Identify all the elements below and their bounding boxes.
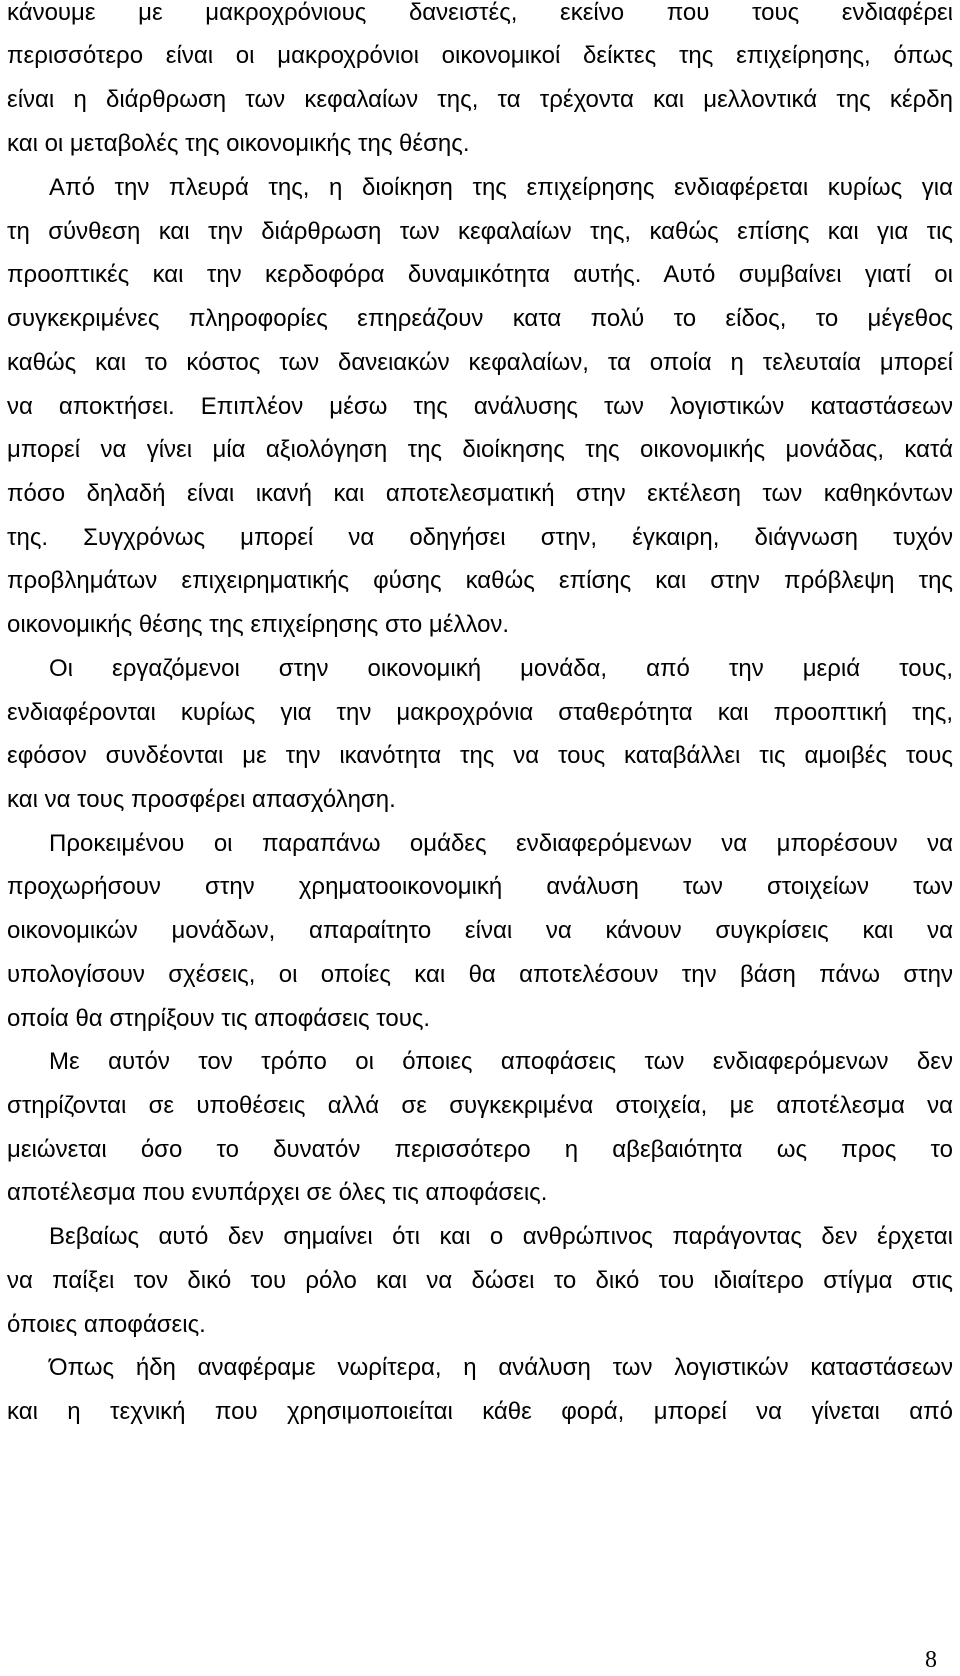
body-text-line: και η τεχνική που χρησιμοποιείται κάθε φορά, μπορεί να γίνεται από [7, 1398, 953, 1425]
body-text-line: να παίξει τον δικό του ρόλο και να δώσει το δικό του ιδιαίτερο στίγμα στις [7, 1267, 953, 1294]
body-text-line: προοπτικές και την κερδοφόρα δυναμικότητα αυτής. Αυτό συμβαίνει γιατί οι [7, 261, 953, 288]
body-text-line: υπολογίσουν σχέσεις, οι οποίες και θα αποτελέσουν την βάση πάνω στην [7, 961, 953, 988]
body-text-line: είναι η διάρθρωση των κεφαλαίων της, τα τρέχοντα και μελλοντικά της κέρδη [7, 86, 953, 113]
body-text-line: μειώνεται όσο το δυνατόν περισσότερο η αβεβαιότητα ως προς το [7, 1136, 953, 1163]
paragraph-first-line: Προκειμένου οι παραπάνω ομάδες ενδιαφερόμενων να μπορέσουν να [49, 830, 953, 857]
body-text-line: εφόσον συνδέονται με την ικανότητα της να τους καταβάλλει τις αμοιβές τους [7, 742, 953, 769]
body-text-line: οικονομικής θέσης της επιχείρησης στο μέλλον. [7, 611, 510, 638]
page-number: 8 [925, 1647, 937, 1673]
body-text-line: οικονομικών μονάδων, απαραίτητο είναι να κάνουν συγκρίσεις και να [7, 917, 953, 944]
paragraph-first-line: Οι εργαζόμενοι στην οικονομική μονάδα, από την μεριά τους, [49, 655, 953, 682]
body-text-line: κάνουμε με μακροχρόνιους δανειστές, εκείνο που τους ενδιαφέρει [7, 0, 953, 26]
body-text-line: αποτέλεσμα που ενυπάρχει σε όλες τις αποφάσεις. [7, 1179, 548, 1206]
body-text-line: οποία θα στηρίξουν τις αποφάσεις τους. [7, 1005, 431, 1032]
body-text-line: προβλημάτων επιχειρηματικής φύσης καθώς επίσης και στην πρόβλεψη της [7, 567, 953, 594]
body-text-line: της. Συγχρόνως μπορεί να οδηγήσει στην, έγκαιρη, διάγνωση τυχόν [7, 524, 953, 551]
paragraph-first-line: Όπως ήδη αναφέραμε νωρίτερα, η ανάλυση των λογιστικών καταστάσεων [49, 1354, 953, 1381]
body-text-line: μπορεί να γίνει μία αξιολόγηση της διοίκησης της οικονομικής μονάδας, κατά [7, 436, 953, 463]
body-text-line: πόσο δηλαδή είναι ικανή και αποτελεσματική στην εκτέλεση των καθηκόντων [7, 480, 953, 507]
body-text-line: προχωρήσουν στην χρηματοοικονομική ανάλυση των στοιχείων των [7, 873, 953, 900]
body-text-line: και οι μεταβολές της οικονομικής της θέσης. [7, 130, 470, 157]
body-text-line: τη σύνθεση και την διάρθρωση των κεφαλαίων της, καθώς επίσης και για τις [7, 218, 953, 245]
body-text-line: καθώς και το κόστος των δανειακών κεφαλαίων, τα οποία η τελευταία μπορεί [7, 349, 953, 376]
body-text-line: στηρίζονται σε υποθέσεις αλλά σε συγκεκριμένα στοιχεία, με αποτέλεσμα να [7, 1092, 953, 1119]
paragraph-first-line: Από την πλευρά της, η διοίκηση της επιχείρησης ενδιαφέρεται κυρίως για [49, 174, 953, 201]
body-text-line: περισσότερο είναι οι μακροχρόνιοι οικονομικοί δείκτες της επιχείρησης, όπως [7, 42, 953, 69]
body-text-line: συγκεκριμένες πληροφορίες επηρεάζουν κατα πολύ το είδος, το μέγεθος [7, 305, 953, 332]
paragraph-first-line: Με αυτόν τον τρόπο οι όποιες αποφάσεις των ενδιαφερόμενων δεν [49, 1048, 953, 1075]
body-text-line: να αποκτήσει. Επιπλέον μέσω της ανάλυσης των λογιστικών καταστάσεων [7, 393, 953, 420]
body-text-line: ενδιαφέρονται κυρίως για την μακροχρόνια σταθερότητα και προοπτική της, [7, 699, 953, 726]
body-text-line: όποιες αποφάσεις. [7, 1311, 206, 1338]
body-text-line: και να τους προσφέρει απασχόληση. [7, 786, 396, 813]
paragraph-first-line: Βεβαίως αυτό δεν σημαίνει ότι και ο ανθρώπινος παράγοντας δεν έρχεται [49, 1223, 953, 1250]
